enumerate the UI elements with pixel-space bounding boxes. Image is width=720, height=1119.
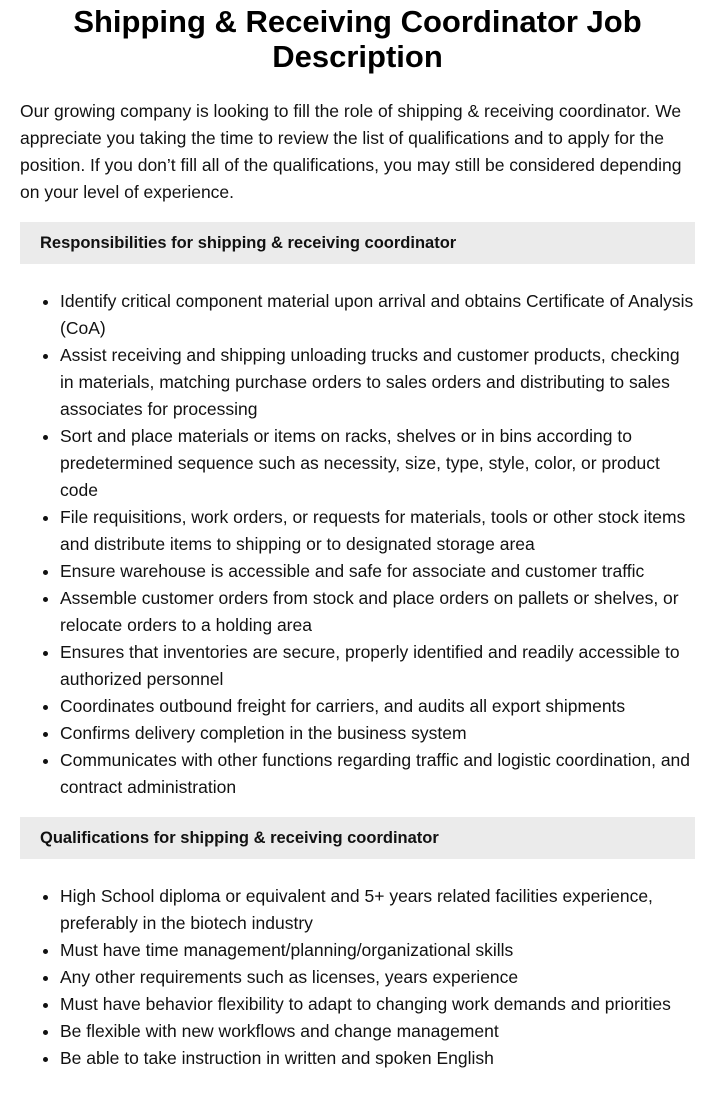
list-item: • Must have behavior flexibility to adapt to changing work demands and priorities [60,991,695,1018]
list-item: • Ensures that inventories are secure, properly identified and readily accessible to authorized personnel [60,639,695,693]
list-item: • Identify critical component material upon arrival and obtains Certificate of Analysis (CoA) [60,288,695,342]
list-item: • Assist receiving and shipping unloading trucks and customer products, checking in materials, matching purchase orders to sales orders and distributing to sales associates for processing [60,342,695,423]
list-item: • Coordinates outbound freight for carriers, and audits all export shipments [60,693,695,720]
qualifications-heading: Qualifications for shipping & receiving coordinator [40,828,439,847]
list-item: • Confirms delivery completion in the business system [60,720,695,747]
responsibilities-heading: Responsibilities for shipping & receiving coordinator [40,233,457,252]
responsibilities-list [20,288,695,801]
list-item: • Ensure warehouse is accessible and safe for associate and customer traffic [60,558,695,585]
list-item: • High School diploma or equivalent and 5+ years related facilities experience, preferably in the biotech industry [60,883,695,937]
job-description-page [20,0,695,1072]
qualifications-list [20,883,695,1072]
qualifications-header [20,817,695,859]
responsibilities-header [20,222,695,264]
list-item: • Sort and place materials or items on racks, shelves or in bins according to predetermined sequence such as necessity, size, type, style, color, or product code [60,423,695,504]
list-item: • Assemble customer orders from stock and place orders on pallets or shelves, or relocate orders to a holding area [60,585,695,639]
page-title: Shipping & Receiving Coordinator Job Description [73,4,642,74]
list-item: • Must have time management/planning/organizational skills [60,937,695,964]
list-item: • Communicates with other functions regarding traffic and logistic coordination, and contract administration [60,747,695,801]
list-item: • Any other requirements such as licenses, years experience [60,964,695,991]
list-item: • Be able to take instruction in written and spoken English [60,1045,695,1072]
list-item: • File requisitions, work orders, or requests for materials, tools or other stock items and distribute items to shipping or to designated storage area [60,504,695,558]
intro-paragraph: Our growing company is looking to fill the role of shipping & receiving coordinator. We appreciate you taking the time to review the list of qualifications and to apply for the position. If you don’t fill all of the qualifications, you may still be considered depending on your level of experience. [20,101,682,202]
list-item: • Be flexible with new workflows and change management [60,1018,695,1045]
